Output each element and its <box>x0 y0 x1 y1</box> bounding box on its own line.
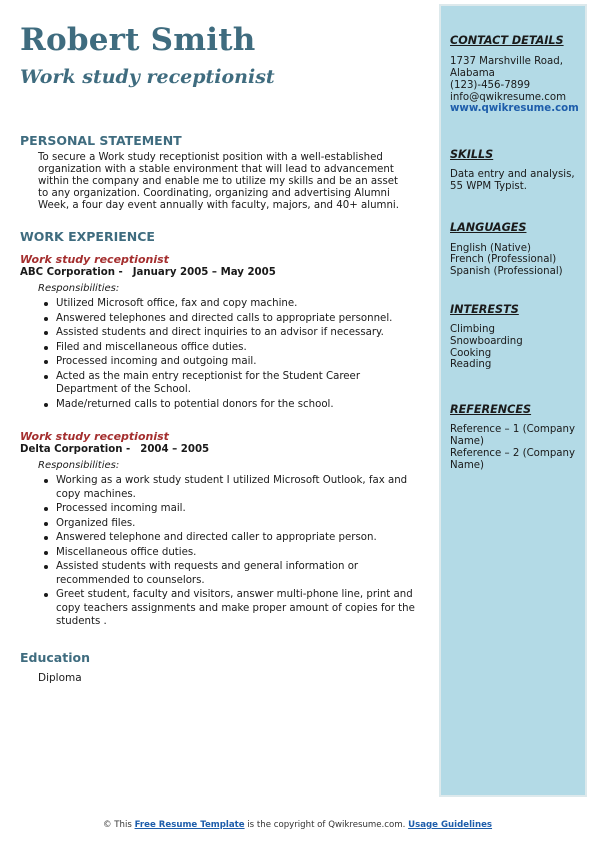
candidate-name: Robert Smith <box>20 22 256 58</box>
list-item: Filed and miscellaneous office duties. <box>43 341 423 355</box>
list-item: Organized files. <box>43 517 423 531</box>
list-item: Assisted students and direct inquiries to an advisor if necessary. <box>43 326 423 340</box>
language-item: English (Native) <box>450 243 531 254</box>
job-title: Work study receptionist <box>20 253 169 266</box>
personal-statement-heading: PERSONAL STATEMENT <box>20 133 182 148</box>
job-company <box>20 444 425 455</box>
list-item: Processed incoming and outgoing mail. <box>43 355 423 369</box>
job-company <box>20 267 425 278</box>
reference-item: Reference – 1 (Company Name) <box>450 424 576 447</box>
contact-phone: (123)-456-7899 <box>450 80 531 91</box>
skills-heading: SKILLS <box>450 148 494 161</box>
company-name: ABC Corporation - <box>20 267 123 278</box>
contact-email: info@qwikresume.com <box>450 92 567 103</box>
language-item: Spanish (Professional) <box>450 266 563 277</box>
responsibilities-label: Responsibilities: <box>38 460 120 471</box>
footer <box>0 820 595 830</box>
skills-text: Data entry and analysis, 55 WPM Typist. <box>450 169 575 192</box>
list-item: Miscellaneous office duties. <box>43 546 423 560</box>
free-resume-template-link[interactable]: Free Resume Template <box>134 820 245 830</box>
references-heading: REFERENCES <box>450 403 532 416</box>
interest-item: Snowboarding <box>450 336 523 347</box>
list-item: Acted as the main entry receptionist for the Student Career Department of the School. <box>43 370 423 397</box>
responsibilities-list <box>43 474 423 629</box>
interest-item: Reading <box>450 359 492 370</box>
list-item: Working as a work study student I utilized Microsoft Outlook, fax and copy machines. <box>43 474 423 501</box>
job-dates: 2004 – 2005 <box>140 444 210 455</box>
footer-copyright: is the copyright of Qwikresume.com. <box>247 820 406 830</box>
list-item: Processed incoming mail. <box>43 502 423 516</box>
footer-prefix: © This <box>102 820 132 830</box>
responsibilities-label: Responsibilities: <box>38 283 120 294</box>
personal-statement-text: To secure a Work study receptionist position with a well-established organization with a stable environment that will lead to advancement within the company and enable me to utilize my skills and be an asset to any organization. Coordinating, organizing and advertising Alumni Week, a four day event annually with faculty, majors, and 40+ alumni. <box>38 152 399 211</box>
list-item: Greet student, faculty and visitors, answer multi-phone line, print and copy teachers assignments and make proper amount of copies for the students . <box>43 588 423 629</box>
languages-heading: LANGUAGES <box>450 221 527 234</box>
work-experience-heading: WORK EXPERIENCE <box>20 229 155 244</box>
interest-item: Cooking <box>450 348 492 359</box>
responsibilities-list <box>43 297 423 411</box>
candidate-title: Work study receptionist <box>20 66 275 88</box>
education-heading: Education <box>20 650 90 665</box>
reference-item: Reference – 2 (Company Name) <box>450 448 576 471</box>
sidebar <box>439 4 587 797</box>
contact-heading: CONTACT DETAILS <box>450 34 564 47</box>
interests-heading: INTERESTS <box>450 303 519 316</box>
education-item: Diploma <box>38 672 82 684</box>
contact-address: 1737 Marshville Road, Alabama <box>450 56 563 79</box>
job-dates: January 2005 – May 2005 <box>132 267 276 278</box>
list-item: Made/returned calls to potential donors for the school. <box>43 398 423 412</box>
language-item: French (Professional) <box>450 254 557 265</box>
company-name: Delta Corporation - <box>20 444 131 455</box>
list-item: Utilized Microsoft office, fax and copy machine. <box>43 297 423 311</box>
job-entry <box>20 253 425 412</box>
interest-item: Climbing <box>450 324 495 335</box>
job-entry <box>20 430 425 630</box>
list-item: Answered telephone and directed caller to appropriate person. <box>43 531 423 545</box>
list-item: Answered telephones and directed calls to appropriate personnel. <box>43 312 423 326</box>
job-title: Work study receptionist <box>20 430 169 443</box>
contact-website-link[interactable]: www.qwikresume.com <box>450 103 579 114</box>
list-item: Assisted students with requests and general information or recommended to counselors. <box>43 560 423 587</box>
usage-guidelines-link[interactable]: Usage Guidelines <box>408 820 493 830</box>
